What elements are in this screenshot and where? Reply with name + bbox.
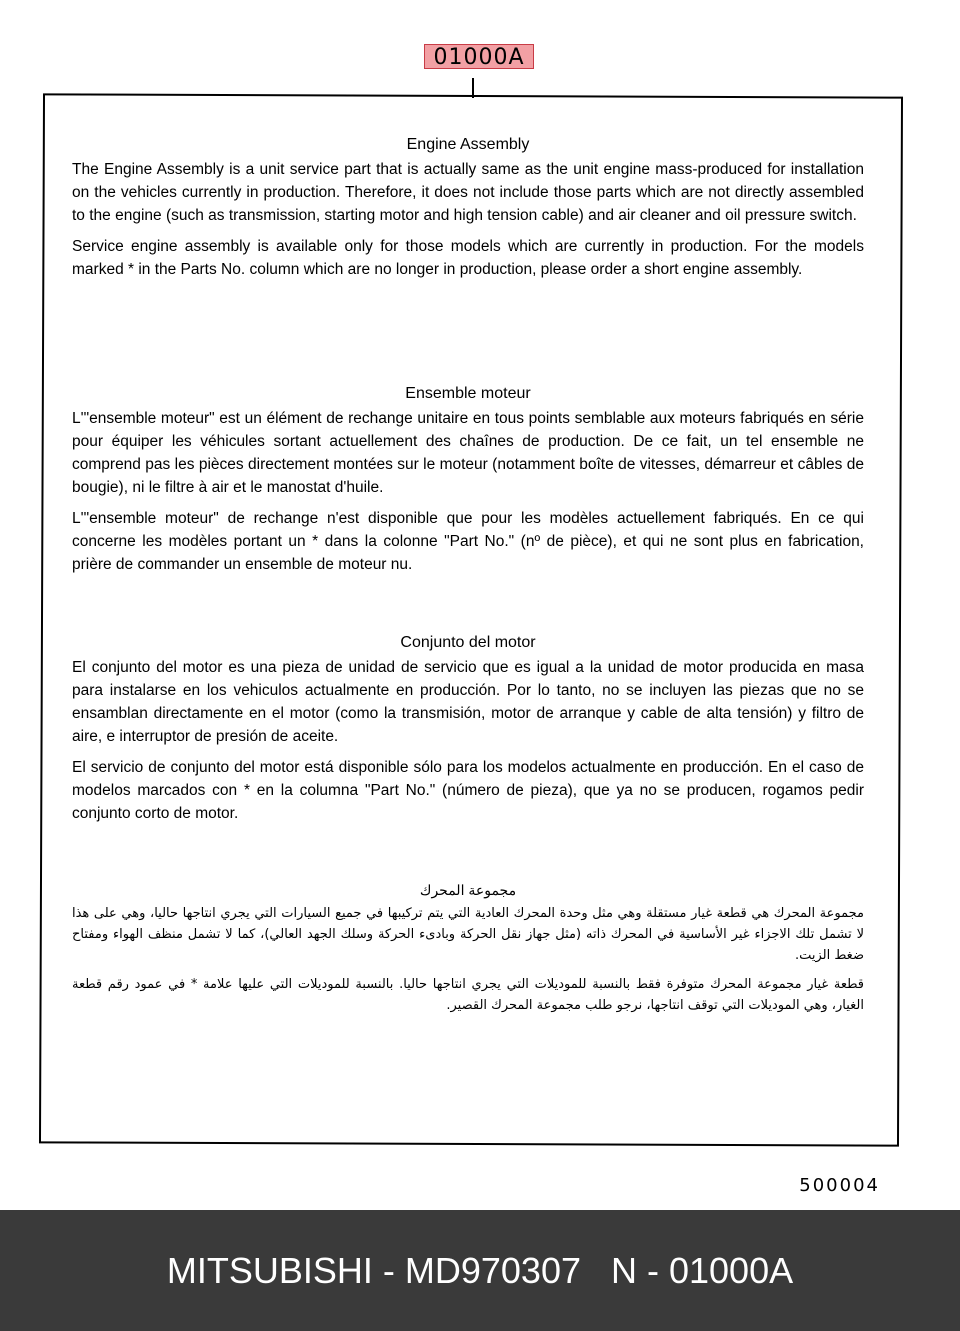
paragraph-french-1: L'"ensemble moteur" est un élément de rechange unitaire en tous points semblable aux moteurs fabriqués en série pour équiper les véhicules sortant actuellement des chaînes de production. De ce fait, un tel ensemble ne comprend pas les pièces directement montées sur le moteur (notamment boîte de vitesses, démarreur et câbles de bougie), ni le filtre à air et le manostat d'huile. — [72, 410, 864, 496]
footer-banner — [0, 1210, 960, 1331]
section-french — [72, 385, 864, 584]
reference-callout-tag: 01000A — [424, 44, 534, 69]
page-code: 500004 — [799, 1175, 880, 1196]
paragraph-arabic-2: قطعة غيار مجموعة المحرك متوفرة فقط بالنسبة للموديلات التي يجري انتاجها حاليا. بالنسبة للموديلات التي عليها علامة * في عمود رقم قطعة الغيار، وهي الموديلات التي توقف انتاجها، نرجو طلب مجموعة المحرك القصير. — [72, 977, 864, 1013]
section-title-spanish: Conjunto del motor — [400, 634, 536, 651]
footer-part-label: MITSUBISHI - MD970307 N - 01000A — [166, 1249, 794, 1291]
paragraph-spanish-1: El conjunto del motor es una pieza de unidad de servicio que es igual a la unidad de motor producida en masa para instalarse en los vehiculos actualmente en producción. Por lo tanto, no se incluyen las piezas que no se ensamblan directamente en el motor (como la transmisión, motor de arranque y cable de alta tensión) y filtro de aire, e interruptor de presión de aceite. — [72, 659, 864, 745]
section-english — [72, 136, 864, 289]
section-arabic — [72, 882, 864, 1024]
paragraph-arabic-1: مجموعة المحرك هي قطعة غيار مستقلة وهي مثل وحدة المحرك العادية التي يتم تركيبها في جميع السيارات التي يجري انتاجها حاليا، وهي على هذا لا تشمل تلك الاجزاء غير الأساسية في المحرك ذاته (مثل جهاز نقل الحركة وبادىء الحركة وسلك الجهد العالي)، كما لا تشمل منظف الهواء ومفتاح ضغط الزيت. — [72, 906, 864, 963]
section-title-arabic: مجموعة المحرك — [419, 882, 517, 898]
paragraph-french-2: L'"ensemble moteur" de rechange n'est disponible que pour les modèles actuellement fabriqués. En ce qui concerne les modèles portant un * dans la colonne "Part No." (nº de pièce), et qui ne sont plus en fabrication, prière de commander un ensemble de moteur nu. — [72, 510, 864, 573]
paragraph-english-1: The Engine Assembly is a unit service part that is actually same as the unit engine mass-produced for installation on the vehicles currently in production. Therefore, it does not include those parts which are not directly assembled to the engine (such as transmission, starting motor and high tension cable) and air cleaner and oil pressure switch. — [72, 161, 864, 224]
section-title-english: Engine Assembly — [406, 136, 530, 153]
paragraph-spanish-2: El servicio de conjunto del motor está disponible sólo para los modelos actualmente en producción. En el caso de modelos marcados con * en la columna "Part No." (número de pieza), que ya no se producen, rogamos pedir conjunto corto de motor. — [72, 759, 864, 822]
section-title-french: Ensemble moteur — [405, 385, 531, 402]
paragraph-english-2: Service engine assembly is available only for those models which are currently in production. For the models marked * in the Parts No. column which are no longer in production, please order a short engine assembly. — [72, 238, 864, 278]
section-spanish — [72, 634, 864, 833]
